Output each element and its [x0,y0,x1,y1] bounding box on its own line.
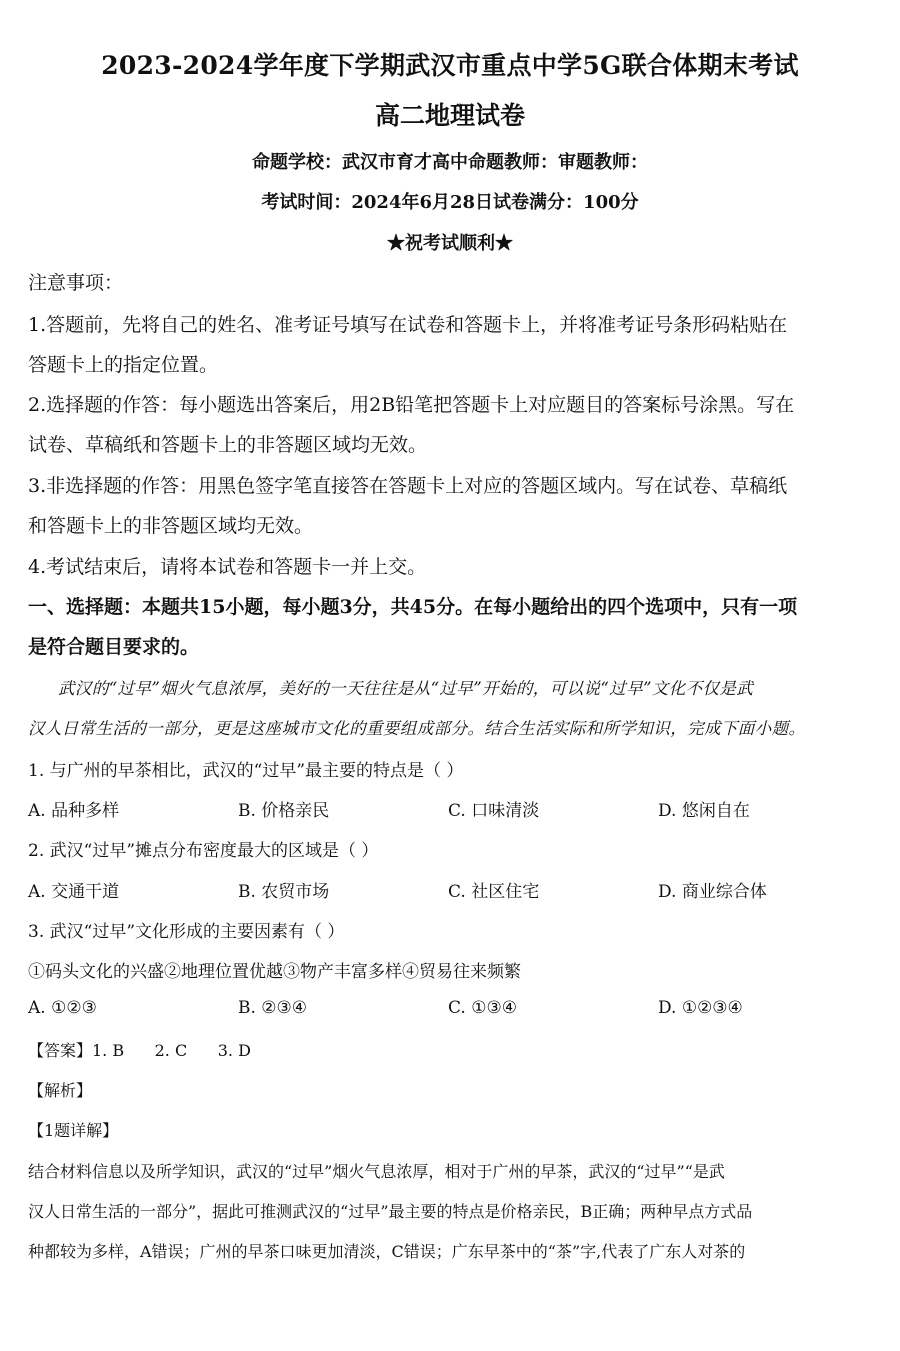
section-heading-cont: 是符合题目要求的。 [28,636,200,658]
answer-line: 【答案】1. B 2. C 3. D [28,1041,251,1060]
exam-subtitle: 高二地理试卷 [374,101,525,130]
option-c: C. 口味清淡 [448,801,540,821]
analysis-text: 种都较为多样，A错误；广州的早茶口味更加清淡，C错误；广东早茶中的“茶”字,代表了广东人对茶的 [28,1242,746,1261]
material-text: 汉人日常生活的一部分，更是这座城市文化的重要组成部分。结合生活实际和所学知识，完成下面小题。 [28,719,806,738]
option-d: D. 商业综合体 [658,882,767,902]
option-d: D. ①②③④ [658,998,743,1018]
question-stem: 1. 与广州的早茶相比，武汉的“过早”最主要的特点是（ ） [28,761,464,781]
notice-item: 和答题卡上的非答题区域均无效。 [28,515,314,537]
section-heading: 一、选择题：本题共15小题，每小题3分，共45分。在每小题给出的四个选项中，只有一项 [28,596,798,618]
material-text: 武汉的“过早”烟火气息浓厚，美好的一天往往是从“过早”开始的，可以说“过早”文化不仅是武 [58,679,754,698]
option-b: B. 农贸市场 [238,882,330,902]
notice-heading: 注意事项： [28,272,124,294]
notice-item: 答题卡上的指定位置。 [28,354,219,376]
option-a: A. 交通干道 [28,882,120,902]
option-a: A. ①②③ [28,998,97,1018]
exam-title: 2023-2024学年度下学期武汉市重点中学5G联合体期末考试 [101,51,799,80]
school-line: 命题学校：武汉市育才高中命题教师：审题教师： [252,152,648,173]
option-d: D. 悠闲自在 [658,801,750,821]
wish-line: ★祝考试顺利★ [387,233,513,254]
analysis-text: 结合材料信息以及所学知识，武汉的“过早”烟火气息浓厚，相对于广州的早茶，武汉的“过早”“是武 [28,1162,725,1181]
analysis-text: 汉人日常生活的一部分”，据此可推测武汉的“过早”最主要的特点是价格亲民，B正确；两种早点方式品 [28,1202,753,1221]
question-sub-items: ①码头文化的兴盛②地理位置优越③物产丰富多样④贸易往来频繁 [28,962,521,982]
time-line: 考试时间：2024年6月28日试卷满分：100分 [261,192,639,213]
notice-item: 3.非选择题的作答：用黑色签字笔直接答在答题卡上对应的答题区域内。写在试卷、草稿纸 [28,475,788,497]
notice-item: 试卷、草稿纸和答题卡上的非答题区域均无效。 [28,434,428,456]
option-a: A. 品种多样 [28,801,120,821]
option-c: C. ①③④ [448,998,517,1018]
notice-item: 1.答题前，先将自己的姓名、准考证号填写在试卷和答题卡上，并将准考证号条形码粘贴在 [28,314,788,336]
option-c: C. 社区住宅 [448,882,540,902]
notice-item: 4.考试结束后，请将本试卷和答题卡一并上交。 [28,556,427,578]
question-stem: 3. 武汉“过早”文化形成的主要因素有（ ） [28,922,345,942]
question-stem: 2. 武汉“过早”摊点分布密度最大的区域是（ ） [28,841,379,861]
analysis-subheading: 【1题详解】 [28,1121,119,1140]
option-b: B. 价格亲民 [238,801,330,821]
option-b: B. ②③④ [238,998,308,1018]
analysis-heading: 【解析】 [28,1081,93,1100]
notice-item: 2.选择题的作答：每小题选出答案后，用2B铅笔把答题卡上对应题目的答案标号涂黑。写在 [28,394,795,416]
